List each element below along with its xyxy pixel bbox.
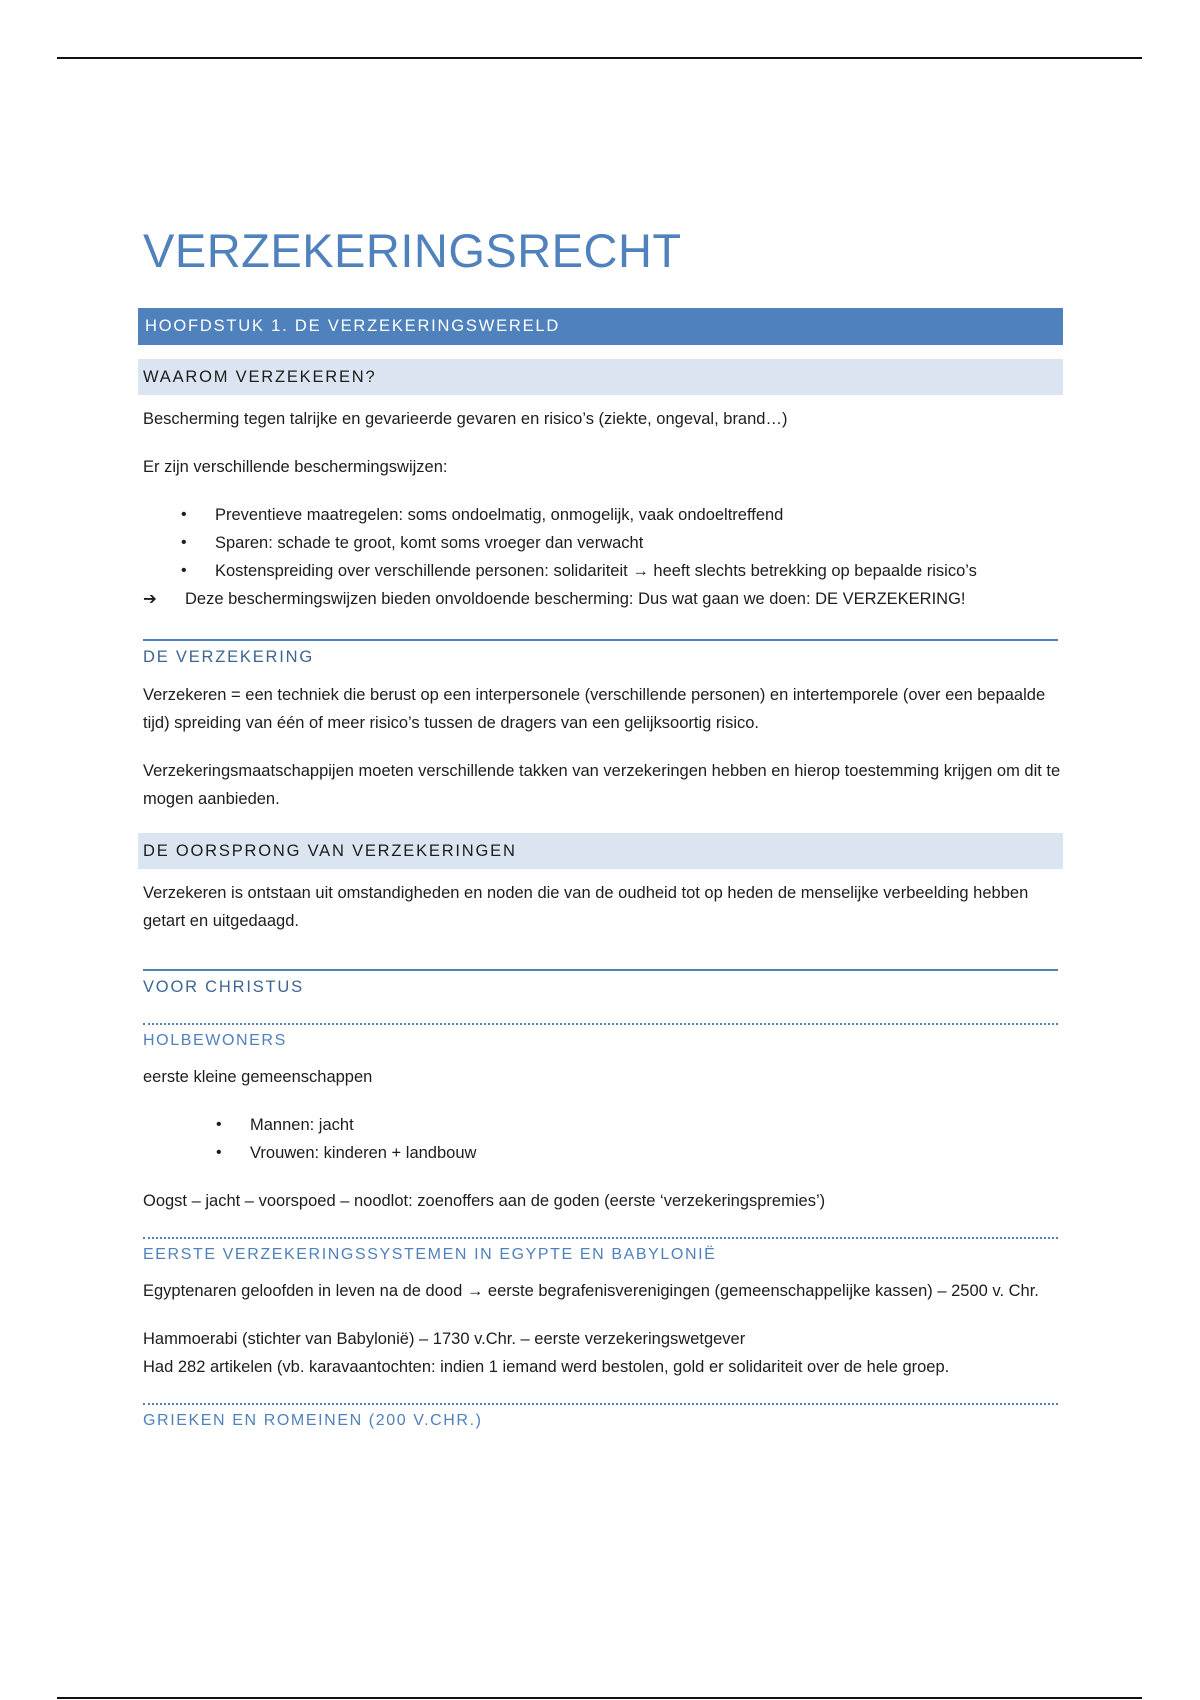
conclusion-line [143, 585, 1063, 613]
bullet-icon: • [216, 1116, 222, 1133]
list-item-text: Sparen: schade te groot, komt soms vroeger dan verwacht [215, 534, 644, 552]
conclusion-text: Deze beschermingswijzen bieden onvoldoende bescherming: Dus wat gaan we doen: DE VERZEKERING! [185, 590, 966, 608]
chapter-heading: HOOFDSTUK 1. DE VERZEKERINGSWERELD [138, 308, 1063, 345]
list-item [138, 1111, 1063, 1139]
paragraph: Verzekeringsmaatschappijen moeten verschillende takken van verzekeringen hebben en hierop toestemming krijgen om dit te mogen aanbieden. [143, 762, 1061, 808]
subsubsection-heading-egypte: EERSTE VERZEKERINGSSYSTEMEN IN EGYPTE EN BABYLONIË [143, 1237, 1058, 1265]
list-item-text: Preventieve maatregelen: soms ondoelmatig, onmogelijk, vaak ondoeltreffend [215, 506, 784, 524]
document-body [138, 218, 1063, 1443]
bullet-icon: • [181, 506, 187, 523]
list-item-text: Vrouwen: kinderen + landbouw [250, 1144, 477, 1162]
list-item [138, 529, 1063, 557]
paragraph: Had 282 artikelen (vb. karavaantochten: indien 1 iemand werd bestolen, gold er solidariteit over de hele groep. [143, 1358, 950, 1376]
paragraph: Verzekeren = een techniek die berust op een interpersonele (verschillende personen) en intertemporele (over een bepaalde tijd) spreiding van één of meer risico’s tussen de dragers van een gelijksoortig risico. [143, 686, 1046, 732]
list-item-text: Mannen: jacht [250, 1116, 354, 1134]
subsection-heading-verzekering: DE VERZEKERING [143, 639, 1058, 667]
section-heading-oorsprong: DE OORSPRONG VAN VERZEKERINGEN [138, 833, 1063, 869]
arrow-right-icon: ➔ [143, 590, 157, 608]
list-item [138, 557, 1063, 585]
bullet-icon: • [216, 1144, 222, 1161]
paragraph: Er zijn verschillende beschermingswijzen: [143, 458, 448, 476]
paragraph: Oogst – jacht – voorspoed – noodlot: zoenoffers aan de goden (eerste ‘verzekeringspremies’) [143, 1192, 826, 1210]
subsection-heading-voor-christus: VOOR CHRISTUS [143, 969, 1058, 997]
subsubsection-heading-holbewoners: HOLBEWONERS [143, 1023, 1058, 1051]
list-item [138, 1139, 1063, 1167]
list-item [138, 501, 1063, 529]
paragraph: Verzekeren is ontstaan uit omstandigheden en noden die van de oudheid tot op heden de menselijke verbeelding hebben getart en uitgedaagd. [143, 884, 1029, 930]
footer-rule [57, 1697, 1142, 1699]
section-heading-waarom: WAAROM VERZEKEREN? [138, 359, 1063, 395]
paragraph: eerste kleine gemeenschappen [143, 1068, 373, 1086]
bullet-icon: • [181, 534, 187, 551]
subsubsection-heading-grieken: GRIEKEN EN ROMEINEN (200 V.CHR.) [143, 1403, 1058, 1431]
paragraph: Egyptenaren geloofden in leven na de dood → eerste begrafenisverenigingen (gemeenschappelijke kassen) – 2500 v. Chr. [143, 1282, 1039, 1300]
list-item-text: Kostenspreiding over verschillende personen: solidariteit → heeft slechts betrekking op bepaalde risico’s [215, 562, 977, 580]
bullet-list [138, 501, 1063, 585]
paragraph: Hammoerabi (stichter van Babylonië) – 1730 v.Chr. – eerste verzekeringswetgever [143, 1330, 746, 1348]
header-rule [57, 57, 1142, 59]
document-title: VERZEKERINGSRECHT [143, 224, 682, 277]
paragraph: Bescherming tegen talrijke en gevarieerde gevaren en risico’s (ziekte, ongeval, brand…) [143, 410, 788, 428]
bullet-icon: • [181, 562, 187, 579]
bullet-list [138, 1111, 1063, 1167]
